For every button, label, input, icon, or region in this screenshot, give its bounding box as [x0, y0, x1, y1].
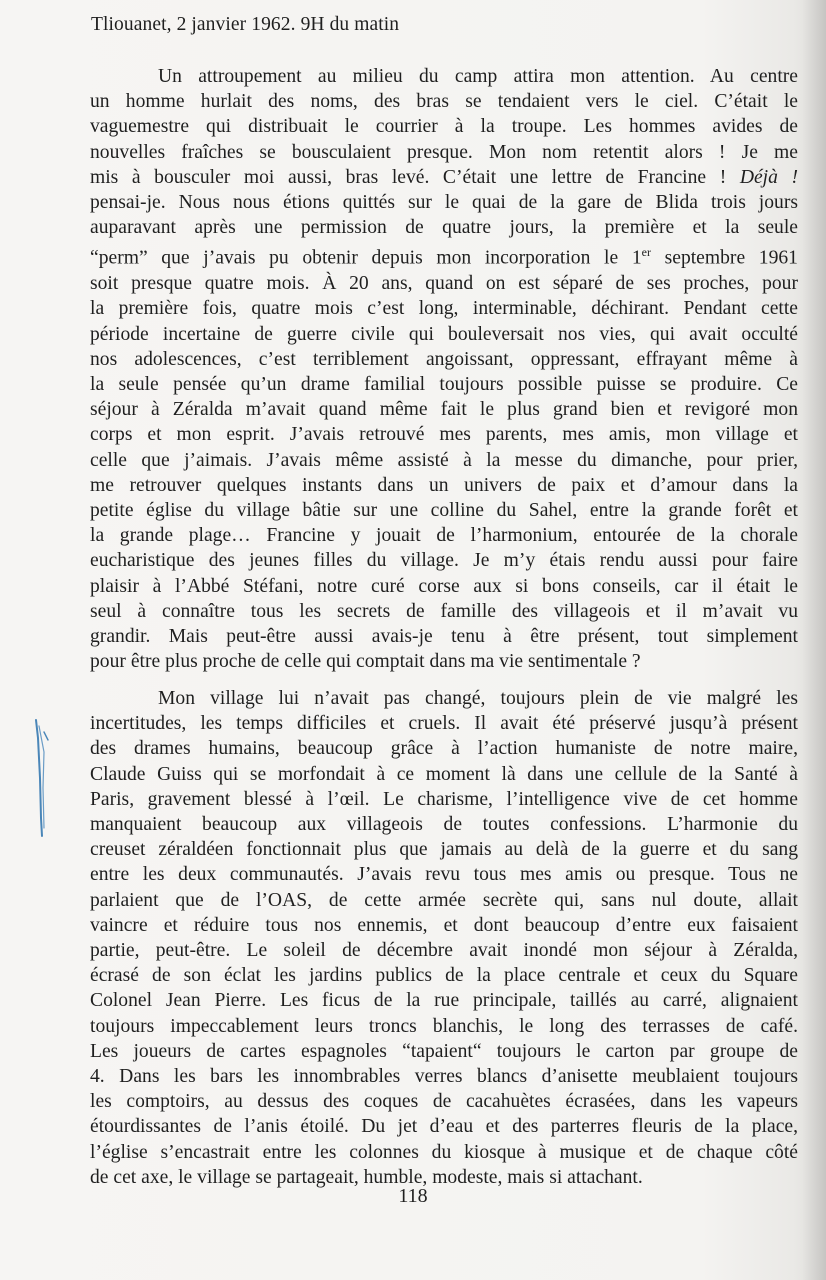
paragraph-2 — [90, 686, 798, 1190]
text-line: auparavant après une permission de quatre jours, la première et la seule — [90, 217, 798, 239]
text-line — [90, 240, 798, 271]
text-line: entre les deux communautés. J’avais revu tous mes amis ou presque. Tous ne — [90, 864, 798, 886]
text-line: vaguemestre qui distribuait le courrier à la troupe. Les hommes avides de — [90, 116, 798, 138]
text-line: la première fois, quatre mois c’est long, interminable, déchirant. Pendant cette — [90, 298, 798, 320]
text-line: période incertaine de guerre civile qui bouleversait nos vies, qui avait occulté — [90, 323, 798, 345]
page-edge-shadow — [802, 0, 826, 1280]
text-line: séjour à Zéralda m’avait quand même fait le plus grand bien et revigoré mon — [90, 399, 798, 421]
text-line: seul à connaître tous les secrets de famille des villageois et il m’avait vu — [90, 600, 798, 622]
text-line: les comptoirs, au dessus des coques de cacahuètes écrasées, dans les vapeurs — [90, 1091, 798, 1113]
pencil-margin-mark — [32, 718, 54, 838]
text-line: Claude Guiss qui se morfondait à ce moment là dans une cellule de la Santé à — [90, 763, 798, 785]
text-line: Un attroupement au milieu du camp attira mon attention. Au centre — [158, 66, 798, 87]
text-line: toujours impeccablement leurs troncs blanchis, le long des terrasses de café. — [90, 1015, 798, 1037]
text-line: Colonel Jean Pierre. Les ficus de la rue principale, taillés au carré, alignaient — [90, 990, 798, 1012]
text-line: manquaient beaucoup aux villageois de toutes confessions. L’harmonie du — [90, 814, 798, 836]
text-line: pensai-je. Nous nous étions quittés sur le quai de la gare de Blida trois jours — [90, 192, 798, 214]
text-line: la seule pensée qu’un drame familial toujours possible puisse se produire. Ce — [90, 373, 798, 395]
text-line: vaincre et réduire tous nos ennemis, et dont beaucoup d’entre eux faisaient — [90, 914, 798, 936]
paragraph-1 — [90, 64, 798, 674]
text-line: soit presque quatre mois. À 20 ans, quand on est séparé de ses proches, pour — [90, 273, 798, 295]
text-line: petite église du village bâtie sur une colline du Sahel, entre la grande forêt et — [90, 499, 798, 521]
text-line: la grande plage… Francine y jouait de l’harmonium, entourée de la chorale — [90, 525, 798, 547]
text-line: creuset zéraldéen fonctionnait plus que jamais au delà de la guerre et du sang — [90, 839, 798, 861]
text-line: 4. Dans les bars les innombrables verres blancs d’anisette meublaient toujours — [90, 1066, 798, 1088]
text-line: Mon village lui n’avait pas changé, toujours plein de vie malgré les — [158, 688, 798, 709]
text-line: des drames humains, beaucoup grâce à l’action humaniste de notre maire, — [90, 738, 798, 760]
text-line: celle que j’aimais. J’avais même assisté à la messe du dimanche, pour prier, — [90, 449, 798, 471]
text-segment: mis à bousculer moi aussi, bras levé. C’était une lettre de Francine ! — [90, 166, 727, 188]
text-line: incertitudes, les temps difficiles et cruels. Il avait été préservé jusqu’à présent — [90, 713, 798, 735]
page-number: 118 — [398, 1185, 428, 1207]
text-line: un homme hurlait des noms, des bras se tendaient vers le ciel. C’était le — [90, 91, 798, 113]
text-line: étourdissantes de l’anis étoilé. Du jet d’eau et des parterres fleuris de la place, — [90, 1116, 798, 1138]
text-line: eucharistique des jeunes filles du village. Je m’y étais rendu aussi pour faire — [90, 550, 798, 572]
text-line: partie, peut-être. Le soleil de décembre avait inondé mon séjour à Zéralda, — [90, 940, 798, 962]
text-line: pour être plus proche de celle qui comptait dans ma vie sentimentale ? — [90, 651, 641, 673]
text-line: l’église s’encastrait entre les colonnes du kiosque à musique et de chaque côté — [90, 1141, 798, 1163]
text-line: grandir. Mais peut-être aussi avais-je tenu à être présent, tout simplement — [90, 626, 798, 647]
text-segment: “perm” que j’avais pu obtenir depuis mon incorporation le 1 — [90, 247, 642, 269]
text-segment: septembre 1961 — [650, 247, 798, 269]
chapter-header: Tliouanet, 2 janvier 1962. 9H du matin — [91, 14, 400, 35]
text-line: me retrouver quelques instants dans un univers de paix et d’amour dans la — [90, 474, 798, 496]
text-line: parlaient que de l’OAS, de cette armée secrète qui, sans nul doute, allait — [90, 889, 798, 911]
text-line: plaisir à l’Abbé Stéfani, notre curé corse aux si bons conseils, car il était le — [90, 575, 798, 597]
text-line: de cet axe, le village se partageait, humble, modeste, mais si attachant. — [90, 1166, 643, 1188]
text-line: Les joueurs de cartes espagnoles “tapaient“ toujours le carton par groupe de — [90, 1040, 798, 1062]
text-line — [90, 165, 798, 190]
text-line: Paris, gravement blessé à l’œil. Le charisme, l’intelligence vive de cet homme — [90, 788, 798, 810]
text-line: écrasé de son éclat les jardins publics de la place centrale et ceux du Square — [90, 965, 798, 987]
text-line: nouvelles fraîches se bousculaient presque. Mon nom retentit alors ! Je me — [90, 141, 798, 163]
text-line: corps et mon esprit. J’avais retrouvé mes parents, mes amis, mon village et — [90, 424, 798, 446]
text-line: nos adolescences, c’est terriblement angoissant, oppressant, effrayant même à — [90, 348, 798, 370]
superscript: er — [641, 245, 651, 260]
italic-word: Déjà ! — [739, 166, 798, 188]
